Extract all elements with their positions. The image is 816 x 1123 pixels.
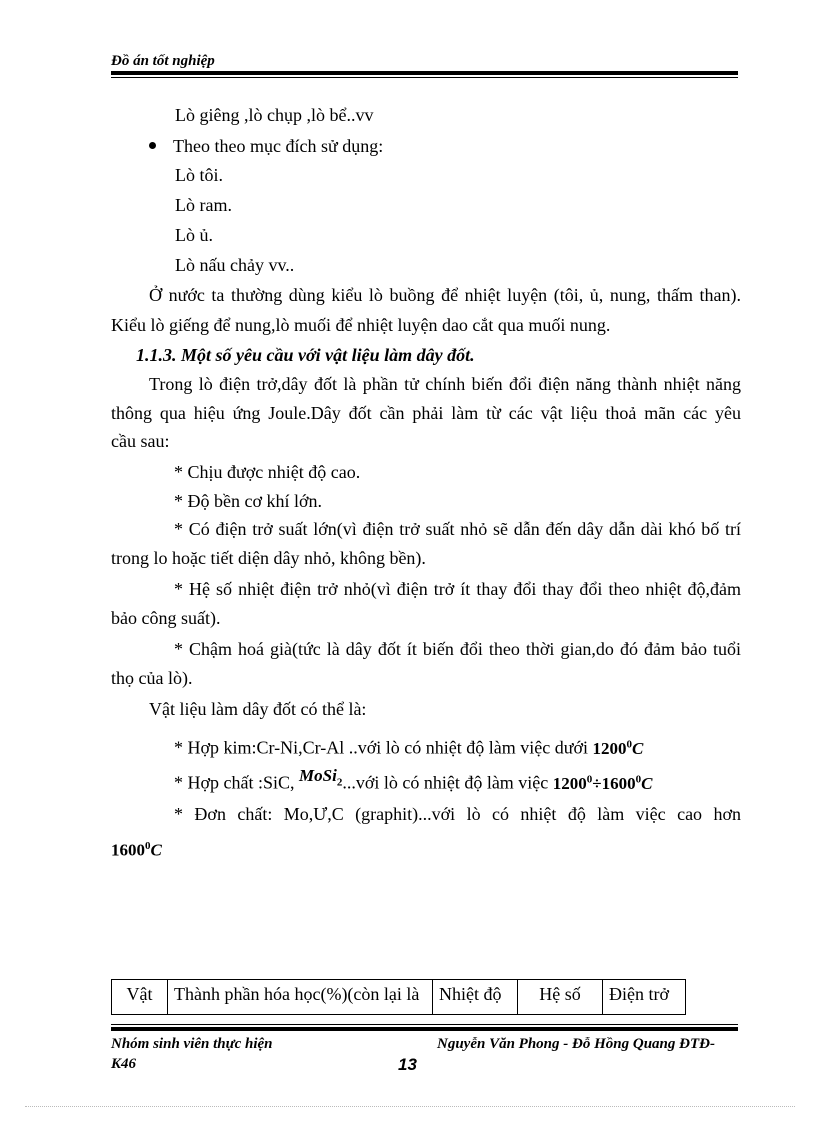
material-item <box>174 733 643 760</box>
paragraph-line: thông qua hiệu ứng Joule.Dây đốt cần phải làm từ các vật liệu thoả mãn các yêu <box>111 403 741 423</box>
text-line: Lò giêng ,lò chụp ,lò bể..vv <box>175 105 374 125</box>
paragraph-line: Kiểu lò giếng để nung,lò muối để nhiệt luyện dao cắt qua muối nung. <box>111 315 611 335</box>
bullet-icon <box>149 142 156 149</box>
text-line: Lò ram. <box>175 195 232 215</box>
chemical-formula: MoSi$_2$ <box>299 765 343 789</box>
paragraph-line: Ở nước ta thường dùng kiểu lò buồng để nhiệt luyện (tôi, ủ, nung, thấm than). <box>149 285 741 305</box>
header-rule-thick <box>111 71 738 75</box>
paragraph-line: cầu sau: <box>111 431 170 451</box>
requirement-item: * Độ bền cơ khí lớn. <box>174 491 323 511</box>
page-number: 13 <box>398 1055 417 1074</box>
requirement-item-cont: trong lo hoặc tiết diện dây nhỏ, không bền). <box>111 548 426 568</box>
requirement-item-cont: thọ của lò). <box>111 668 193 688</box>
page-edge-divider <box>25 1106 795 1107</box>
footer-rule-thick <box>111 1027 738 1031</box>
footer-rule-thin <box>111 1024 738 1025</box>
footer-authors-label: Nhóm sinh viên thực hiện <box>111 1036 273 1052</box>
requirement-item: * Có điện trở suất lớn(vì điện trở suất nhỏ sẽ dẫn đến dây dẫn dài khó bố trí <box>174 519 741 539</box>
material-text: * Hợp chất :SiC, <box>174 772 295 793</box>
section-heading: 1.1.3. Một số yêu cầu với vật liệu làm dây đốt. <box>136 345 475 365</box>
temperature-range-formula: $1200^0\div 1600^0C$ <box>552 773 653 793</box>
table-header-cell: Điện trở <box>603 980 686 1015</box>
material-text: ...với lò có nhiệt độ làm việc <box>342 772 549 793</box>
text-line: Lò tôi. <box>175 165 223 185</box>
header-rule-thin <box>111 77 738 78</box>
table-header-cell: Nhiệt độ <box>433 980 518 1015</box>
text-line: Lò ủ. <box>175 225 213 245</box>
temperature-formula: 1600$^0$C <box>111 840 162 860</box>
material-item <box>174 765 653 801</box>
table-header-row <box>112 980 686 1015</box>
paragraph-line: Trong lò điện trở,dây đốt là phần tử chính biến đổi điện năng thành nhiệt năng <box>149 374 741 394</box>
requirement-item: * Chậm hoá già(tức là dây đốt ít biến đổi theo thời gian,do đó đảm bảo tuổi <box>174 639 741 659</box>
materials-table <box>111 979 686 1015</box>
table-header-cell: Thành phần hóa học(%)(còn lại là <box>168 980 433 1015</box>
page-header: Đồ án tốt nghiệp <box>111 53 215 69</box>
requirement-item: * Hệ số nhiệt điện trở nhỏ(vì điện trở ít thay đổi thay đổi theo nhiệt độ,đảm <box>174 579 741 599</box>
footer-class: K46 <box>111 1056 137 1072</box>
material-text: * Hợp kim:Cr-Ni,Cr-Al ..với lò có nhiệt độ làm việc dưới <box>174 737 589 758</box>
material-item: * Đơn chất: Mo,Ư,C (graphit)...với lò có nhiệt độ làm việc cao hơn <box>174 804 741 824</box>
text-line: Lò nấu chảy vv.. <box>175 255 295 275</box>
temperature-formula: 1200$^0$C <box>592 738 644 758</box>
table-header-cell: Vật <box>112 980 168 1015</box>
table-header-cell: Hệ số <box>518 980 603 1015</box>
bullet-item: Theo theo mục đích sử dụng: <box>173 136 384 156</box>
requirement-item-cont: bảo công suất). <box>111 608 221 628</box>
footer-authors: Nguyễn Văn Phong - Đỗ Hồng Quang ĐTĐ- <box>437 1036 715 1052</box>
requirement-item: * Chịu được nhiệt độ cao. <box>174 462 361 482</box>
paragraph-line: Vật liệu làm dây đốt có thể là: <box>149 699 367 719</box>
